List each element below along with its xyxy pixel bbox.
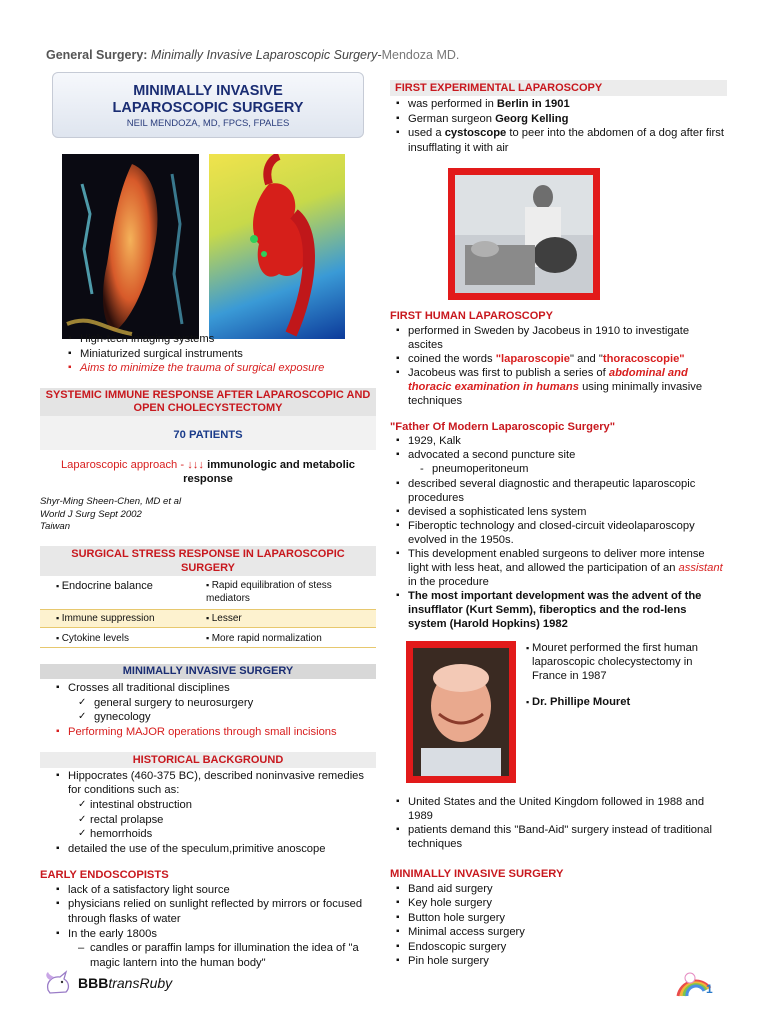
list-item: ▪ Minimal access surgery <box>396 925 727 940</box>
list-item: ▪ 1929, Kalk <box>396 434 727 448</box>
list-item: ▪ described several diagnostic and therapeutic laparoscopic procedures <box>396 477 727 505</box>
father-list-2 <box>396 477 727 631</box>
title-line-1: MINIMALLY INVASIVE <box>133 83 283 99</box>
father-heading: "Father Of Modern Laparoscopic Surgery" <box>390 420 616 433</box>
list-item: ▪ Miniaturized surgical instruments <box>68 347 376 362</box>
citation <box>40 496 376 534</box>
stress-cell: Lesser <box>211 613 242 625</box>
text: Jacobeus was first to publish a series of <box>408 366 609 379</box>
list-item <box>396 112 727 127</box>
brand-rest: transRuby <box>108 974 173 991</box>
author-name: Mendoza MD. <box>381 48 460 62</box>
mouret-block <box>390 641 727 793</box>
text-red: thoracoscopie" <box>602 352 685 365</box>
list-item: ▪ Key hole surgery <box>396 896 727 911</box>
text-red: assistant <box>678 561 723 574</box>
stress-cell: Rapid equilibration of stess mediators <box>206 580 332 605</box>
text: was performed in <box>408 98 497 111</box>
patients-count: 70 PATIENTS <box>173 428 243 441</box>
list-item: ▪ High-tech imaging systems <box>68 332 376 347</box>
list-item <box>396 366 727 408</box>
systemic-heading <box>40 388 376 416</box>
historical-checklist <box>78 798 376 842</box>
first-exp-heading: FIRST EXPERIMENTAL LAPAROSCOPY <box>390 80 727 96</box>
text: in the procedure <box>408 575 489 588</box>
early-heading: EARLY ENDOSCOPISTS <box>40 869 169 882</box>
mis-list <box>56 681 376 696</box>
text: German surgeon <box>408 112 496 125</box>
mis-checklist <box>78 696 376 725</box>
mis-heading: MINIMALLY INVASIVE SURGERY <box>40 664 376 679</box>
table-row: ▪ Cytokine levels ▪ More rapid normalization <box>40 628 376 648</box>
title-box <box>52 72 364 138</box>
mouret-photo <box>406 641 516 783</box>
list-item <box>396 97 727 112</box>
list-item: ▪ Aims to minimize the trauma of surgical exposure <box>68 361 376 376</box>
left-column <box>40 72 376 970</box>
followed-list <box>396 795 727 851</box>
list-item: ▪ patients demand this "Band-Aid" surgery instead of traditional techniques <box>396 823 727 851</box>
list-item: ▪ devised a sophisticated lens system <box>396 505 727 519</box>
citation-line-1: Shyr-Ming Sheen-Chen, MD et al <box>40 496 182 508</box>
table-row: ▪ Endocrine balance ▪ Rapid equilibration of stess mediators <box>56 580 332 605</box>
early-sub: – candles or paraffin lamps for illumination the idea of "a magic lantern into the human body" <box>78 942 359 969</box>
list-item: ▪ Fiberoptic technology and closed-circuit videolaparoscopy evolved in the 1950s. <box>396 519 727 547</box>
list-item: ▪ performed in Sweden by Jacobeus in 1910 to investigate ascites <box>396 324 727 352</box>
stress-table <box>40 579 376 648</box>
list-item: ▪ physicians relied on sunlight reflected by mirrors or focused through flasks of water <box>56 897 376 926</box>
first-human-heading: FIRST HUMAN LAPAROSCOPY <box>390 308 727 324</box>
footer-logo <box>42 968 172 998</box>
list-item: ▪ Pin hole surgery <box>396 954 727 969</box>
list-item <box>396 352 727 366</box>
early-list <box>56 883 376 941</box>
stress-cell: Cytokine levels <box>61 633 129 645</box>
list-item <box>396 126 727 155</box>
stress-cell: More rapid normalization <box>211 633 322 645</box>
text-bold: Georg Kelling <box>495 112 569 125</box>
list-item: ▪ Hippocrates (460-375 BC), described noninvasive remedies for conditions such as: <box>56 769 376 798</box>
list-item <box>396 547 727 589</box>
stress-heading: SURGICAL STRESS RESPONSE IN LAPAROSCOPIC SURGERY <box>40 546 376 577</box>
father-list <box>396 434 727 462</box>
text: Mouret performed the first human laparoscopic cholecystectomy in France in 1987 <box>532 641 699 682</box>
mouret-text <box>526 641 726 709</box>
page-header <box>46 47 459 63</box>
kelling-photo <box>448 168 600 300</box>
title-authors: NEIL MENDOZA, MD, FPCS, FPALES <box>126 118 290 129</box>
check-label: gynecology <box>94 711 151 724</box>
right-column <box>390 80 727 969</box>
list-item: ▪ Mouret performed the first human laparoscopic cholecystectomy in France in 1987 <box>526 641 699 682</box>
table-row: ▪ Immune suppression ▪ Lesser <box>40 609 376 628</box>
approach-rest-2: response <box>183 473 233 486</box>
list-item: ▪ advocated a second puncture site <box>396 448 727 462</box>
list-item: ✓ rectal prolapse <box>78 813 376 828</box>
stress-cell: Immune suppression <box>61 613 155 625</box>
systemic-box <box>40 416 376 451</box>
vessel-xray-image <box>209 154 345 339</box>
historical-heading: HISTORICAL BACKGROUND <box>40 752 376 768</box>
citation-line-3: Taiwan <box>40 521 71 533</box>
list-item: ▪ The most important development was the advent of the insufflator (Kurt Semm), fiberoptics and the rod-lens system (Harold Hopkins) 1982 <box>396 589 727 631</box>
list-item: ▪ Endoscopic surgery <box>396 940 727 955</box>
list-item: ▪ Dr. Phillipe Mouret <box>526 695 631 708</box>
text: to peer into the abdomen of a dog after first insufflating it with air <box>408 127 724 154</box>
historical-list <box>56 769 376 798</box>
footer-page <box>676 966 712 1005</box>
early-sub-text: candles or paraffin lamps for illumination the idea of "a magic lantern into the human body" <box>90 942 359 969</box>
text: coined the words <box>408 352 496 365</box>
sub-text: pneumoperitoneum <box>432 463 529 476</box>
text-red: abdominal and thoracic examination in humans <box>408 366 688 393</box>
list-item <box>78 710 376 725</box>
imaging-row <box>40 154 376 344</box>
list-item <box>78 696 376 711</box>
list-item: ✓ hemorrhoids <box>78 827 376 842</box>
list-item: ✓ intestinal obstruction <box>78 798 376 813</box>
citation-line-2: World J Surg Sept 2002 <box>40 508 142 520</box>
mis-list-2 <box>56 725 376 740</box>
mis2-list <box>396 882 727 969</box>
topic-name: Minimally Invasive Laparoscopic Surgery- <box>150 48 382 62</box>
stress-cell: Endocrine balance <box>61 580 153 593</box>
intro-bullets <box>68 332 376 376</box>
text-red: "laparoscopie <box>495 352 571 365</box>
title-line-2: LAPAROSCOPIC SURGERY <box>112 100 304 116</box>
text: Dr. Phillipe Mouret <box>532 695 631 708</box>
text: " and " <box>570 352 603 365</box>
list-item: ▪ detailed the use of the speculum,primitive anoscope <box>56 842 376 857</box>
father-sub: - pneumoperitoneum <box>420 463 529 476</box>
mis2-heading: MINIMALLY INVASIVE SURGERY <box>390 867 564 880</box>
unicorn-logo-icon <box>42 968 76 998</box>
check-label: general surgery to neurosurgery <box>94 696 254 709</box>
stomach-xray-image <box>62 154 199 339</box>
list-item: ▪ lack of a satisfactory light source <box>56 883 376 898</box>
systemic-heading-line-1: SYSTEMIC IMMUNE RESPONSE AFTER LAPAROSCOPIC AND <box>45 388 371 401</box>
text-bold: cystoscope <box>444 127 507 140</box>
text-bold: Berlin in 1901 <box>496 98 570 111</box>
first-exp-list <box>396 97 727 155</box>
approach-text <box>40 458 376 486</box>
text: using minimally invasive techniques <box>408 380 703 407</box>
text: This development enabled surgeons to deliver more intense light with less heat, and allowed the participation of an <box>408 547 705 574</box>
list-item: ▪ United States and the United Kingdom followed in 1988 and 1989 <box>396 795 727 823</box>
brand-bold: BBB <box>78 974 109 991</box>
list-item: ▪ Band aid surgery <box>396 882 727 897</box>
text: used a <box>408 127 445 140</box>
list-item: ▪ Performing MAJOR operations through small incisions <box>56 725 376 740</box>
page-number: 1 <box>706 982 713 996</box>
approach-label: Laparoscopic approach - <box>60 459 185 472</box>
first-human-list <box>396 324 727 408</box>
course-name: General Surgery: <box>46 48 148 62</box>
list-item: ▪ In the early 1800s <box>56 927 376 942</box>
approach-rest: immunologic and metabolic <box>207 459 356 472</box>
historical-list-2 <box>56 842 376 857</box>
list-item: ▪ Button hole surgery <box>396 911 727 926</box>
list-item: ▪ Crosses all traditional disciplines <box>56 681 376 696</box>
approach-arrows: ↓↓↓ <box>187 459 204 472</box>
systemic-heading-line-2: OPEN CHOLECYSTECTOMY <box>133 401 283 414</box>
